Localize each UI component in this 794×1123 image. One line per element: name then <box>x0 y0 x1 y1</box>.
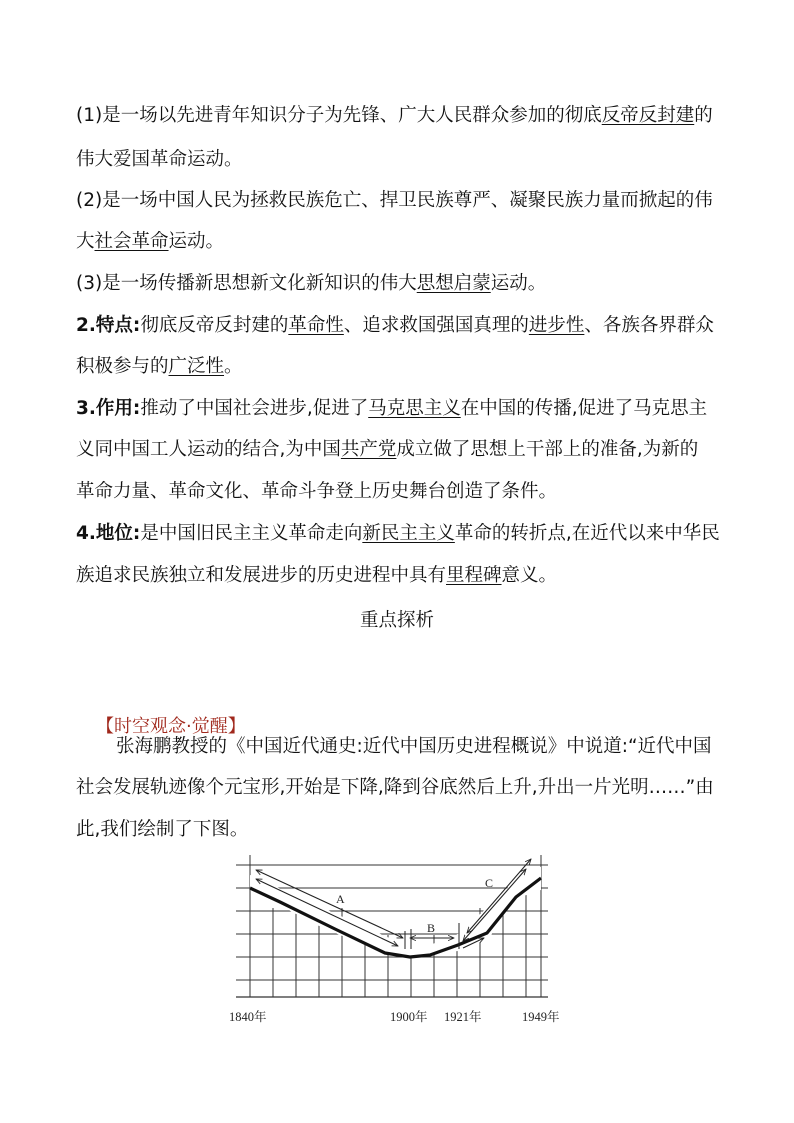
tick-1840: 1840年 <box>229 1010 267 1024</box>
text: 推动了中国社会进步,促进了 <box>140 398 369 419</box>
text: 族追求民族独立和发展进步的历史进程中具有 <box>76 565 447 586</box>
text: (2)是一场中国人民为拯救民族危亡、捍卫民族尊严、凝聚民族力量而掀起的伟 <box>76 190 713 211</box>
underlined-text: 革命性 <box>288 315 344 336</box>
tick-1900: 1900年 <box>390 1010 428 1024</box>
feature-line-2 <box>76 355 243 379</box>
trajectory-figure <box>0 845 794 1045</box>
text: 运动。 <box>168 231 225 252</box>
text: 成立做了思想上干部上的准备,为新的 <box>396 439 699 460</box>
item-2-line-2 <box>76 230 224 254</box>
text: 彻底反帝反封建的 <box>140 315 289 336</box>
section-tag: 【时空观念·觉醒】 <box>96 716 246 737</box>
tick-1921: 1921年 <box>444 1010 482 1024</box>
underlined-text: 里程碑 <box>446 565 502 586</box>
underlined-text: 新民主主义 <box>362 523 455 544</box>
underlined-text: 广泛性 <box>168 356 225 377</box>
label-c: C <box>485 876 494 890</box>
paragraph-line-1: 张海鹏教授的《中国近代通史:近代中国历史进程概说》中说道:“近代中国 <box>116 736 712 757</box>
text: (3)是一场传播新思想新文化新知识的伟大 <box>76 273 417 294</box>
item-3-line-1 <box>76 272 546 296</box>
item-1-line-1 <box>76 104 713 128</box>
feature-line-1 <box>76 314 714 338</box>
corridor <box>250 867 541 957</box>
text: 。 <box>224 356 243 377</box>
underlined-text: 社会革命 <box>94 231 169 252</box>
text: 的 <box>694 105 713 126</box>
text: 运动。 <box>490 273 547 294</box>
section-title: 重点探析 <box>359 610 434 631</box>
underlined-text: 马克思主义 <box>368 398 461 419</box>
status-line-2 <box>76 564 557 588</box>
item-1-line-2 <box>76 148 243 172</box>
arrow-c-lower <box>463 869 526 941</box>
text: 革命的转折点,在近代以来中华民 <box>454 523 720 544</box>
underlined-text: 共产党 <box>340 439 397 460</box>
status-line-1 <box>76 522 720 546</box>
effect-label: 3.作用: <box>76 398 141 419</box>
grid <box>236 855 548 997</box>
underlined-text: 进步性 <box>528 315 585 336</box>
text: (1)是一场以先进青年知识分子为先锋、广大人民群众参加的彻底 <box>76 105 602 126</box>
text: 意义。 <box>501 565 558 586</box>
underlined-text: 反帝反封建 <box>601 105 695 126</box>
text: 、追求救国强国真理的 <box>343 315 529 336</box>
text: 积极参与的 <box>76 356 169 377</box>
underlined-text: 思想启蒙 <box>416 273 491 294</box>
text: 是中国旧民主主义革命走向 <box>140 523 363 544</box>
text: 大 <box>76 231 95 252</box>
effect-line-1 <box>76 397 707 421</box>
label-b: B <box>427 921 436 935</box>
item-2-line-1 <box>76 189 713 213</box>
text: 革命力量、革命文化、革命斗争登上历史舞台创造了条件。 <box>76 481 558 502</box>
status-label: 4.地位: <box>76 523 141 544</box>
arrow-a-lower <box>256 879 398 946</box>
text: 在中国的传播,促进了马克思主 <box>460 398 708 419</box>
effect-line-3 <box>76 480 557 504</box>
text: 伟大爱国革命运动。 <box>76 149 243 170</box>
feature-label: 2.特点: <box>76 315 141 336</box>
effect-line-2 <box>76 438 698 462</box>
label-a: A <box>336 892 345 906</box>
text: 义同中国工人运动的结合,为中国 <box>76 439 341 460</box>
text: 、各族各界群众 <box>584 315 714 336</box>
tick-1949: 1949年 <box>522 1010 560 1024</box>
paragraph-line-2: 社会发展轨迹像个元宝形,开始是下降,降到谷底然后上升,升出一片光明……”由 <box>76 777 714 798</box>
paragraph-line-3: 此,我们绘制了下图。 <box>76 819 249 840</box>
